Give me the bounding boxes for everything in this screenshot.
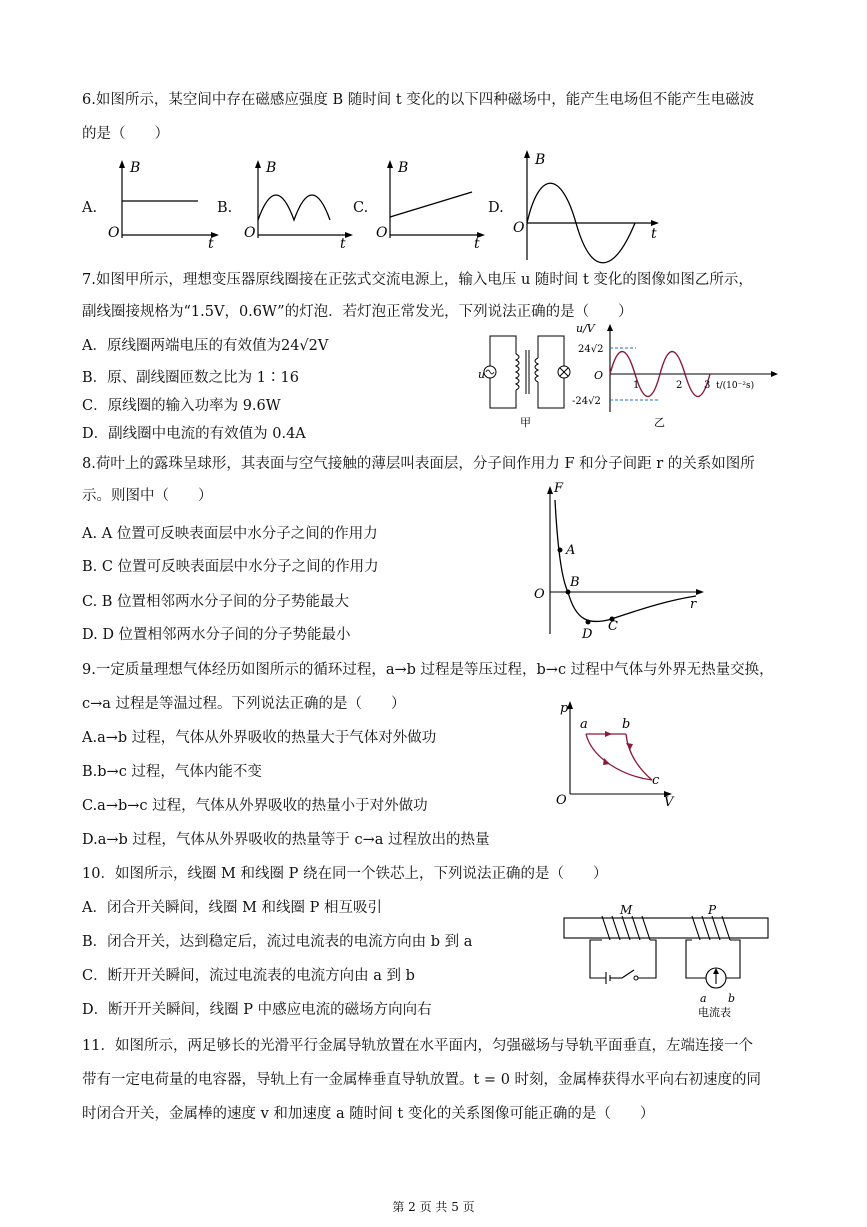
q6-graph-c <box>368 160 488 250</box>
q7-option-a: A．原线圈两端电压的有效值为24√2V <box>82 338 329 354</box>
svg-text:B: B <box>266 160 277 176</box>
svg-text:p: p <box>560 701 569 716</box>
svg-text:B: B <box>398 160 409 176</box>
q8-option-b: B. C 位置可反映表面层中水分子之间的作用力 <box>82 559 379 575</box>
q9-option-a: A.a→b 过程，气体从外界吸收的热量大于气体对外做功 <box>82 730 437 746</box>
svg-text:B: B <box>535 152 546 168</box>
q10-coil-m-label: M <box>620 903 633 917</box>
q7-graph-xlabel: t/(10⁻²s) <box>716 381 755 391</box>
svg-text:t: t <box>208 236 214 252</box>
q6-graph-a <box>100 160 220 250</box>
svg-text:O: O <box>594 369 604 382</box>
q8-option-c: C. B 位置相邻两水分子间的分子势能最大 <box>82 594 350 610</box>
q6-graph-d <box>505 150 665 265</box>
q6-option-b-label: B. <box>217 200 233 216</box>
q10-line1: 10．如图所示，线圈 M 和线圈 P 绕在同一个铁芯上，下列说法正确的是（ ） <box>82 866 608 882</box>
q9-point-b: b <box>622 717 631 732</box>
q9-point-c: c <box>652 773 660 788</box>
q11-line1: 11．如图所示，两足够长的光滑平行金属导轨放置在水平面内，匀强磁场与导轨平面垂直，左端连接一个 <box>82 1038 753 1054</box>
q7-option-b: B．原、副线圈匝数之比为 1∶16 <box>82 370 299 386</box>
q7-graph-ymax: 24√2 <box>578 344 604 355</box>
q8-line2: 示。则图中（ ） <box>82 488 213 504</box>
q7-transformer-figure <box>478 330 578 430</box>
svg-text:r: r <box>690 597 697 612</box>
page-footer: 第 2 页 共 5 页 <box>392 1200 475 1214</box>
q10-option-a: A．闭合开关瞬间，线圈 M 和线圈 P 相互吸引 <box>82 900 383 916</box>
svg-text:t: t <box>651 226 657 242</box>
q9-line2: c→a 过程是等温过程。下列说法正确的是（ ） <box>82 696 406 712</box>
q7-option-d: D．副线圈中电流的有效值为 0.4A <box>82 426 306 442</box>
q7-tick-3: 3 <box>704 380 711 391</box>
svg-text:O: O <box>513 220 525 236</box>
q9-option-b: B.b→c 过程，气体内能不变 <box>82 764 262 780</box>
q10-option-c: C．断开开关瞬间，流过电流表的电流方向由 a 到 b <box>82 968 415 984</box>
q9-point-a: a <box>580 717 588 732</box>
svg-text:t: t <box>474 236 480 252</box>
svg-text:V: V <box>664 795 674 810</box>
q6-graph-b <box>236 160 356 250</box>
q6-option-c-label: C. <box>353 200 369 216</box>
q7-tick-2: 2 <box>676 380 683 391</box>
q7-line1: 7.如图甲所示，理想变压器原线圈接在正弦式交流电源上，输入电压 u 随时间 t 变化的图像如图乙所示， <box>82 272 753 288</box>
q7-graph-ylabel: u/V <box>576 322 595 335</box>
svg-text:O: O <box>556 793 567 808</box>
q7-fig-yi-label: 乙 <box>654 416 665 429</box>
q8-point-b: B <box>570 575 580 590</box>
q10-coil-p-label: P <box>708 903 717 917</box>
svg-text:O: O <box>244 225 256 241</box>
svg-text:t: t <box>340 236 346 252</box>
q7-tick-1: 1 <box>633 380 640 391</box>
svg-text:F: F <box>554 481 564 496</box>
q10-coil-figure <box>560 902 772 1022</box>
q8-option-d: D. D 位置相邻两水分子间的分子势能最小 <box>82 627 351 643</box>
q6-line1: 6.如图所示，某空间中存在磁感应强度 B 随时间 t 变化的以下四种磁场中，能产生电场但不能产生电磁波 <box>82 92 755 108</box>
q9-option-d: D.a→b 过程，气体从外界吸收的热量等于 c→a 过程放出的热量 <box>82 832 490 848</box>
q8-line1: 8.荷叶上的露珠呈球形，其表面与空气接触的薄层叫表面层，分子间作用力 F 和分子间距 r 的关系如图所 <box>82 456 755 472</box>
q11-line3: 时闭合开关，金属棒的速度 v 和加速度 a 随时间 t 变化的关系图像可能正确的是（ ） <box>82 1106 655 1122</box>
q9-line1: 9.一定质量理想气体经历如图所示的循环过程，a→b 过程是等压过程，b→c 过程中气体与外界无热量交换， <box>82 662 774 678</box>
q6a-axis-b: B <box>130 160 141 176</box>
q7-line2: 副线圈接规格为“1.5V，0.6W”的灯泡．若灯泡正常发光，下列说法正确的是（ ） <box>82 304 633 320</box>
q10-option-b: B．闭合开关，达到稳定后，流过电流表的电流方向由 b 到 a <box>82 934 473 950</box>
q9-option-c: C.a→b→c 过程，气体从外界吸收的热量小于对外做功 <box>82 798 428 814</box>
q7-voltage-graph <box>566 322 786 434</box>
q8-point-c: C <box>608 619 618 634</box>
svg-text:O: O <box>376 225 388 241</box>
q10-terminal-a: a <box>700 992 707 1005</box>
q10-option-d: D．断开开关瞬间，线圈 P 中感应电流的磁场方向向右 <box>82 1002 432 1018</box>
q10-meter-label: 电流表 <box>698 1006 731 1019</box>
q6-line2: 的是（ ） <box>82 126 169 142</box>
q11-line2: 带有一定电荷量的电容器，导轨上有一金属棒垂直导轨放置。t = 0 时刻，金属棒获得水平向右初速度的同 <box>82 1072 762 1088</box>
q9-pv-graph <box>552 698 682 808</box>
q7-fig-jia-label: 甲 <box>520 416 531 429</box>
svg-text:u: u <box>478 368 486 381</box>
q6-option-a-label: A. <box>82 200 98 216</box>
q8-force-graph <box>528 482 708 642</box>
svg-text:O: O <box>108 225 120 241</box>
q7-graph-ymin: -24√2 <box>572 396 601 407</box>
q8-option-a: A. A 位置可反映表面层中水分子之间的作用力 <box>82 526 378 542</box>
q8-point-a: A <box>566 543 576 558</box>
q10-terminal-b: b <box>728 992 736 1005</box>
q7-option-c: C．原线圈的输入功率为 9.6W <box>82 398 281 414</box>
q8-point-d: D <box>582 627 593 642</box>
q6-option-d-label: D. <box>488 200 504 216</box>
svg-text:O: O <box>534 587 545 602</box>
